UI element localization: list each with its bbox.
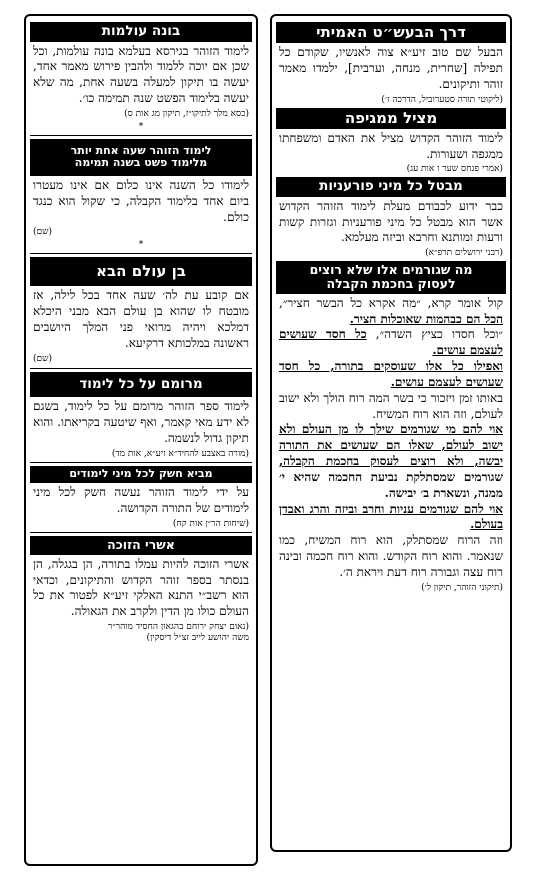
section-source: (כסא מלך לתיקו״ז, תיקון מג אות ס)	[124, 108, 249, 119]
section-source	[33, 622, 249, 644]
text-run: קול אומר קרא, ״מה אקרא כל הבשר חציר״,	[279, 295, 503, 310]
paragraph	[279, 422, 503, 501]
section-title: בן עולם הבא	[30, 257, 252, 286]
divider	[30, 532, 252, 533]
divider	[30, 135, 252, 136]
divider	[30, 462, 252, 463]
section-body: לימודו כל השנה אינו כלום אם אינו מעטרו ביום אחד בלימוד הקבלה, כי שקול הוא כנגד כולם.	[33, 177, 249, 224]
section-body: על ידי לימוד הזוהר נעשה חשק לכל מיני לימודים של התורה הקדושה.	[33, 484, 249, 515]
section-title	[30, 139, 252, 176]
paragraph: באותו זמן ויזכור כי בשר המה רוח הולך ולא ישוב לעולם, וזה הוא רוח המשיח.	[279, 390, 503, 421]
emphasis-text: הכל הם כבהמות שאוכלות חציר.	[349, 311, 503, 326]
paragraph: אוי להם שגורמים עניות וחרב וביזה והרג ואבדן בעולם.	[279, 501, 503, 532]
divider	[30, 253, 252, 254]
section-source: (ליקוטי תורה סטערוביל, הדרכה ז׳)	[381, 94, 503, 105]
section-title: אשרי הזוכה	[30, 536, 252, 554]
section-source: (שם)	[33, 353, 53, 364]
paragraph	[279, 327, 503, 359]
star-divider: *	[138, 121, 144, 132]
section-title: דרך הבעש״ט האמיתי	[276, 22, 506, 43]
section-title	[276, 261, 506, 294]
section-source: (אמרי פנחס שער ו אות עג)	[406, 164, 503, 175]
divider	[30, 368, 252, 369]
title-line: מלימוד פשט בשנה תמימה	[74, 156, 208, 170]
section-body: לימוד ספר הזוהר מרומם על כל לימוד, בשגם לא ידע מאי קאמר, ואף שיטעה בקריאתו. והוא תיקון גדול לנשמה.	[33, 399, 249, 445]
section-body: לימוד הזוהר בגירסא בעלמא בונה עולמות, וכל שכן אם יוכה ללמוד ולהבין פירוש מאמר אחד, יעשה בו תיקון למעלה בשעה אחת, מה שלא יעשה בלימוד הפשט שנה תמימה כו׳.	[33, 43, 249, 105]
section-title: מרומם על כל לימוד	[30, 372, 252, 398]
source-line: (נאום יצחק ירוחם בהגאון החסיד מוהר״ר	[107, 622, 249, 633]
section-title: בונה עולמות	[30, 22, 252, 42]
left-column	[24, 14, 258, 866]
title-line: מה שגורמים אלו שלא רוצים	[309, 262, 473, 278]
section-title: מבטל כל מיני פורעניות	[276, 177, 506, 197]
section-title: מביא חשק לכל מיני לימודים	[30, 466, 252, 483]
emphasis-text: אוי להם מי שגורמים שילך לו מן העולם ולא ישוב לעולם, שאלו הם שעושים את התורה יבשה, ולא רוצים לעסוק בחכמת הקבלה,	[279, 422, 503, 469]
section-title: מציל ממגיפה	[276, 108, 506, 129]
right-column	[270, 14, 512, 852]
text-run: שגורמים שמסתלקת נביעת החכמה שהיא י׳ ממנה, ונשארת ב׳ יבישה.	[279, 469, 503, 500]
section-body: הבעל שם טוב זיע״א צוה לאנשיו, שקודם כל תפילה [שחרית, מנחה, וערבית], ילמדו מאמר זוהר ותיקונים.	[279, 45, 503, 91]
section-source: (מורה באצבע להחיד״א זיע״א, אות מד)	[111, 448, 249, 459]
emphasis-text: כל חסד שעושים לעצמם עושים.	[279, 327, 503, 358]
section-source: (שיחות הר״ן אות קח)	[172, 518, 249, 529]
text-run: ״וכל חסדו כציץ השדה״,	[366, 327, 503, 342]
section-source: (רבני ירושלים תרפ״א)	[425, 248, 503, 259]
section-source: (שם)	[33, 227, 53, 238]
paragraph	[279, 296, 503, 328]
title-line: לעסוק בחכמת הקבלה	[326, 276, 456, 292]
title-line: לימוד הזוהר שעה אחת יותר	[70, 143, 212, 157]
section-body	[279, 296, 503, 581]
section-body: אם קובע עת לה׳ שעה אחד בכל לילה, אז מובטח לו שהוא בן עולם הבא מבני היכלא דמלכא ויהיה מרואי פני המלך היושבים ראשונה במלכותא דרקיעא.	[33, 288, 249, 350]
section-body: אשרי הזוכה להיות עמלו בתורה, הן בגגלה, הן בנסתר בספר זוהר הקדוש והתיקונים, וכדאי הוא רשב״י התנא האלקי זיע״א לפטור את כל העולם כולו מן הדין ולקרב את הגאולה.	[33, 556, 249, 619]
section-body: כבר ידוע לכבודם מעלת לימוד הזוהר הקדוש אשר הוא מבטל כל מיני פורעניות וגזרות קשות ורעות ומותנא וחרבא וביזה מעלמא.	[279, 198, 503, 245]
section-source: (תיקוני הזוהר, תיקון ל׳)	[421, 582, 503, 593]
star-divider: *	[138, 240, 144, 251]
section-body: לימוד הזוהר הקדוש מציל את האדם ומשפחתו ממגפה ושעורות.	[279, 130, 503, 161]
paragraph: ואפילו כל אלו שעוסקים בתורה, כל חסד שעושים לעצמם עושים.	[279, 359, 503, 389]
source-line: משה יהושע לייב זצ״ל דיסקין)	[146, 632, 249, 643]
paragraph: וזה הרוח שמסתלק, הוא רוח המשיח, כמו שנאמר. והוא רוח הקודש. והוא רוח חכמה ובינה רוח עצה וגבורה רוח דעת ויראת ה׳.	[279, 533, 503, 579]
